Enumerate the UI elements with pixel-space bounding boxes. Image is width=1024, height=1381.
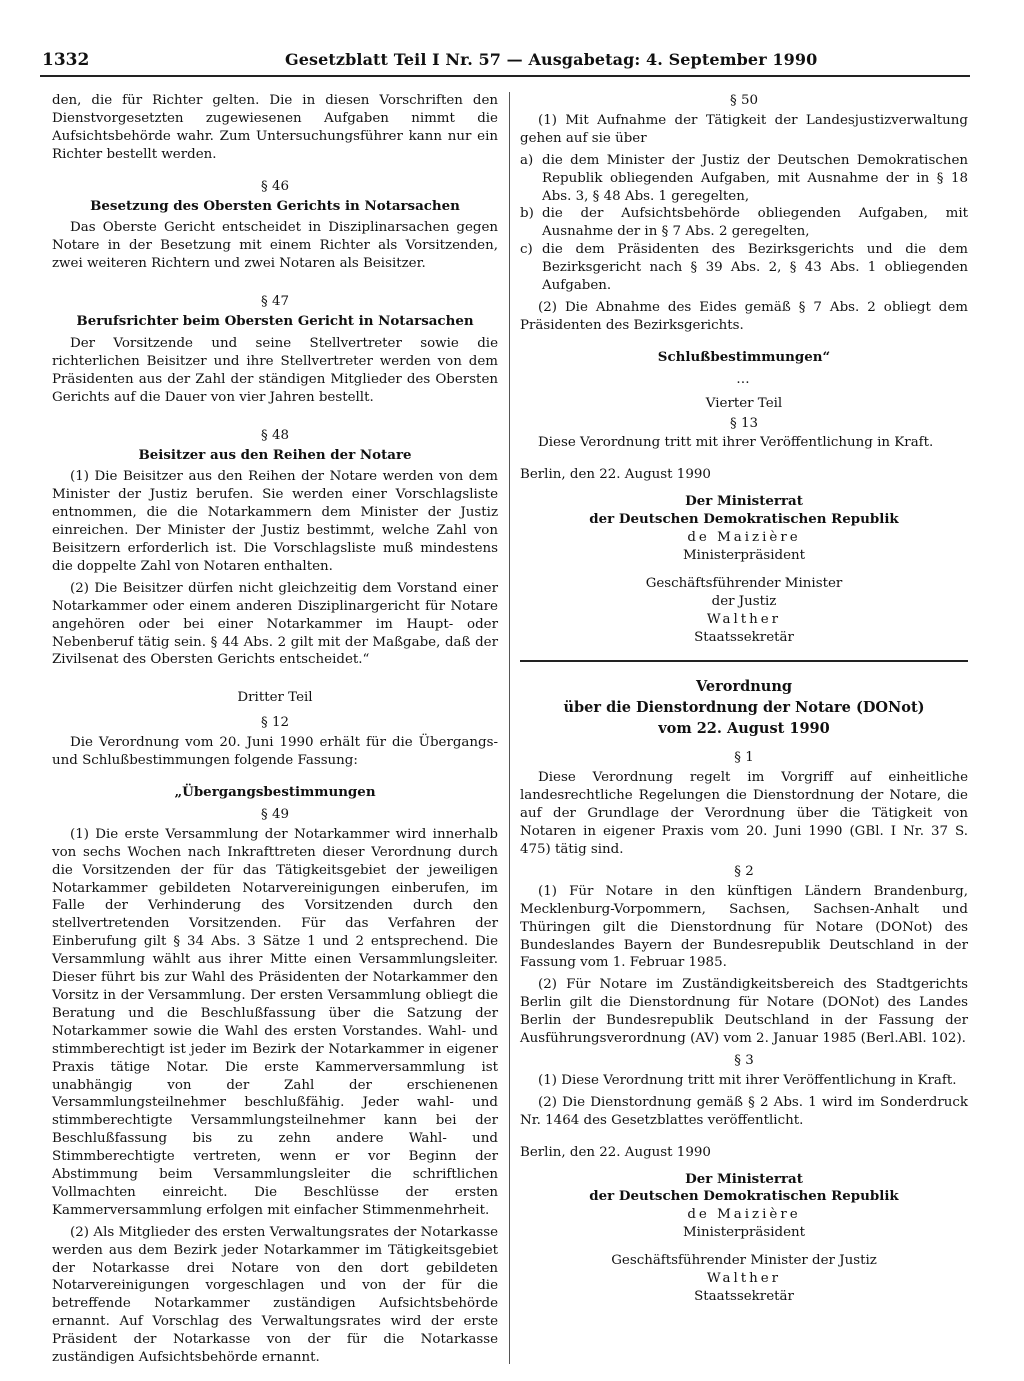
signature-1-minister: Geschäftsführender Minister xyxy=(645,575,843,591)
signature-2-body: Der Ministerrat xyxy=(685,1170,803,1187)
donot-section-1-text: Diese Verordnung regelt im Vorgriff auf einheitliche landesrechtliche Regelungen die Dienstordnung der Notare, die auf der Grundlage der Verordnung über die Tätigkeit von Notaren in eigener Praxis vom 20. Juni 1990 (GBl. I Nr. 37 S. 475) tätig sind. xyxy=(520,770,968,857)
section-12-text: Die Verordnung vom 20. Juni 1990 erhält für die Übergangs- und Schlußbestimmungen folgende Fassung: xyxy=(52,735,498,769)
date-place-2: Berlin, den 22. August 1990 xyxy=(520,1144,711,1160)
signature-1-role: Ministerpräsident xyxy=(682,547,806,563)
section-50-intro: (1) Mit Aufnahme der Tätigkeit der Landesjustizverwaltung gehen auf sie über xyxy=(520,112,968,146)
donot-section-2-heading: § 2 xyxy=(734,863,754,879)
column-divider xyxy=(509,92,510,1364)
signature-2-secretary-name: Walther xyxy=(706,1271,782,1287)
section-12-heading: § 12 xyxy=(261,715,289,731)
signature-1-ministry: der Justiz xyxy=(711,593,777,609)
signature-1-body: Der Ministerrat xyxy=(685,493,803,510)
section-49-paragraph-2: (2) Als Mitglieder des ersten Verwaltungsrates der Notarkasse werden aus dem Bezirk jeder Notarkammer im Tätigkeitsgebiet der Notarkasse drei Notare von den dort gebildeten Notarvereinigungen vorgeschlagen und von der für die betreffende Notarkammer zuständigen Aufsichtsbehörde ernannt. Auf Vorschlag des Verwaltungsrates wird der erste Präsident der Notarkasse von der für die Notarkasse zuständigen Aufsichtsbehörde ernannt. xyxy=(52,1224,498,1366)
section-13-text: Diese Verordnung tritt mit ihrer Veröffentlichung in Kraft. xyxy=(538,435,934,451)
header-title: Gesetzblatt Teil I Nr. 57 — Ausgabetag: 4. September 1990 xyxy=(285,50,818,69)
signature-2-role: Ministerpräsident xyxy=(682,1225,806,1241)
section-48-title: Beisitzer aus den Reihen der Notare xyxy=(138,446,412,463)
signature-2-body-2: der Deutschen Demokratischen Republik xyxy=(589,1188,899,1205)
final-provisions-title: Schlußbestimmungen“ xyxy=(657,348,831,365)
page-number: 1332 xyxy=(42,50,90,70)
header-rule xyxy=(40,75,970,77)
section-50-paragraph-2: (2) Die Abnahme des Eides gemäß § 7 Abs. 2 obliegt dem Präsidenten des Bezirksgerichts. xyxy=(520,299,968,333)
donot-section-3-heading: § 3 xyxy=(734,1052,754,1068)
section-47-text: Der Vorsitzende und seine Stellvertreter sowie die richterlichen Beisitzer und ihre Stellvertreter werden von dem Präsidenten aus der Zahl der ständigen Mitglieder des Obersten Gerichts auf die Dauer von vier Jahren bestellt. xyxy=(52,335,498,405)
omission-ellipsis: … xyxy=(736,371,752,387)
ordinance-title-3: vom 22. August 1990 xyxy=(658,720,830,738)
signature-1-body-2: der Deutschen Demokratischen Republik xyxy=(589,511,899,528)
section-46-text: Das Oberste Gericht entscheidet in Disziplinarsachen gegen Notare in der Besetzung mit einem Richter als Vorsitzenden, zwei weiteren Richtern und zwei Notaren als Beisitzer. xyxy=(52,220,498,272)
section-rule xyxy=(520,660,968,662)
section-47-title: Berufsrichter beim Obersten Gericht in Notarsachen xyxy=(76,313,474,330)
signature-2-minister: Geschäftsführender Minister der Justiz xyxy=(611,1253,877,1269)
section-46-title: Besetzung des Obersten Gerichts in Notarsachen xyxy=(90,197,460,214)
section-49-heading: § 49 xyxy=(261,806,289,822)
part-three-heading: Dritter Teil xyxy=(237,690,313,706)
section-50-list xyxy=(520,152,968,295)
section-48-paragraph-1: (1) Die Beisitzer aus den Reihen der Notare werden von dem Minister der Justiz berufen. Sie werden einer Vorschlagsliste entnommen, die die Notarkammern dem Minister der Justiz einreichen. Der Minister der Justiz bestimmt, welche Zahl von Beisitzern erforderlich ist. Die Vorschlagsliste muß mindestens die doppelte Zahl von Notaren enthalten. xyxy=(52,469,498,574)
signature-1-secretary-role: Staatssekretär xyxy=(694,629,794,645)
transitional-provisions-title: „Übergangsbestimmungen xyxy=(174,784,376,800)
list-item: a) die dem Minister der Justiz der Deutschen Demokratischen Republik obliegenden Aufgaben, mit Ausnahme der in § 18 Abs. 3, § 48 Abs. 1 geregelten, xyxy=(520,152,968,204)
page-header xyxy=(40,50,968,74)
section-49-paragraph-1: (1) Die erste Versammlung der Notarkammer wird innerhalb von sechs Wochen nach Inkrafttreten dieser Verordnung durch die Vorsitzenden der für das Tätigkeitsgebiet der jeweiligen Notarkammer gebildeten Notarvereinigungen einberufen, im Falle der Verhinderung des Vorsitzenden durch den stellvertretenden Vorsitzenden. Für das Verfahren der Einberufung gilt § 34 Abs. 3 Sätze 1 und 2 entsprechend. Die Versammlung wählt aus ihrer Mitte einen Versammlungsleiter. Dieser führt bis zur Wahl des Präsidenten der Notarkammer den Vorsitz in der Versammlung. Der ersten Versammlung obliegt die Beratung und die Beschlußfassung über die Satzung der Notarkammer sowie die Wahl des ersten Vorstandes. Wahl- und stimmberechtigt ist jeder im Bezirk der Notarkammer in eigener Praxis tätige Notar. Die erste Kammerversammlung ist unabhängig von der Zahl der erschienenen Versammlungsteilnehmer beschlußfähig. Jeder wahl- und stimmberechtigte Versammlungsteilnehmer kann bei der Beschlußfassung bis zu zehn andere Wahl- und Stimmberechtigte vertreten, wenn er vor Beginn der Abstimmung beim Versammlungsleiter die schriftlichen Vollmachten einreicht. Die Beschlüsse der ersten Kammerversammlung erfolgen mit einfacher Stimmenmehrheit. xyxy=(52,826,498,1218)
donot-section-2-paragraph-2: (2) Für Notare im Zuständigkeitsbereich des Stadtgerichts Berlin gilt die Dienstordnung für Notare (DONot) des Landes Berlin der Bundesrepublik Deutschland in der Fassung der Ausführungsverordnung (AV) vom 2. Januar 1985 (Berl.ABl. 102). xyxy=(520,977,968,1047)
section-48-paragraph-2: (2) Die Beisitzer dürfen nicht gleichzeitig dem Vorstand einer Notarkammer oder einem anderen Disziplinargericht für Notare angehören oder bei einer Notarkammer im Haupt- oder Nebenberuf tätig sein. § 44 Abs. 2 gilt mit der Maßgabe, daß der Zivilsenat des Obersten Gerichts entscheidet.“ xyxy=(52,580,498,668)
list-item: c) die dem Präsidenten des Bezirksgerichts und die dem Bezirksgericht nach § 39 Abs. 2, § 43 Abs. 1 obliegenden Aufgaben. xyxy=(520,242,968,294)
signature-1-name: de Maizière xyxy=(687,530,801,546)
donot-section-2-paragraph-1: (1) Für Notare in den künftigen Ländern Brandenburg, Mecklenburg-Vorpommern, Sachsen, Sachsen-Anhalt und Thüringen gilt die Dienstordnung für Notare (DONot) des Bundeslandes Bayern der Bundesrepublik Deutschland in der Fassung vom 1. Februar 1985. xyxy=(520,883,968,971)
section-48-heading: § 48 xyxy=(261,427,289,443)
donot-section-1-heading: § 1 xyxy=(734,750,754,766)
section-13-heading: § 13 xyxy=(730,415,758,431)
list-item: b) die der Aufsichtsbehörde obliegenden Aufgaben, mit Ausnahme der in § 7 Abs. 2 geregelten, xyxy=(520,206,968,240)
section-50-heading: § 50 xyxy=(730,93,758,108)
donot-section-3-paragraph-1: (1) Diese Verordnung tritt mit ihrer Veröffentlichung in Kraft. xyxy=(538,1072,957,1088)
section-46-heading: § 46 xyxy=(261,178,289,194)
date-place-1: Berlin, den 22. August 1990 xyxy=(520,467,711,483)
left-column xyxy=(52,92,498,1371)
signature-2-secretary-role: Staatssekretär xyxy=(694,1288,794,1304)
intro-paragraph: den, die für Richter gelten. Die in diesen Vorschriften den Dienstvorgesetzten zugewiesenen Aufgaben nimmt die Aufsichtsbehörde wahr. Zum Untersuchungsführer kann nur ein Richter bestellt werden. xyxy=(52,93,498,162)
signature-2-name: de Maizière xyxy=(687,1207,801,1223)
part-four-heading: Vierter Teil xyxy=(705,395,783,411)
donot-section-3-paragraph-2: (2) Die Dienstordnung gemäß § 2 Abs. 1 wird im Sonderdruck Nr. 1464 des Gesetzblattes veröffentlicht. xyxy=(520,1094,968,1128)
signature-1-secretary-name: Walther xyxy=(706,611,782,627)
section-47-heading: § 47 xyxy=(261,294,289,310)
ordinance-title-1: Verordnung xyxy=(696,678,792,696)
ordinance-title-2: über die Dienstordnung der Notare (DONot) xyxy=(563,699,925,717)
right-column xyxy=(520,92,968,1306)
